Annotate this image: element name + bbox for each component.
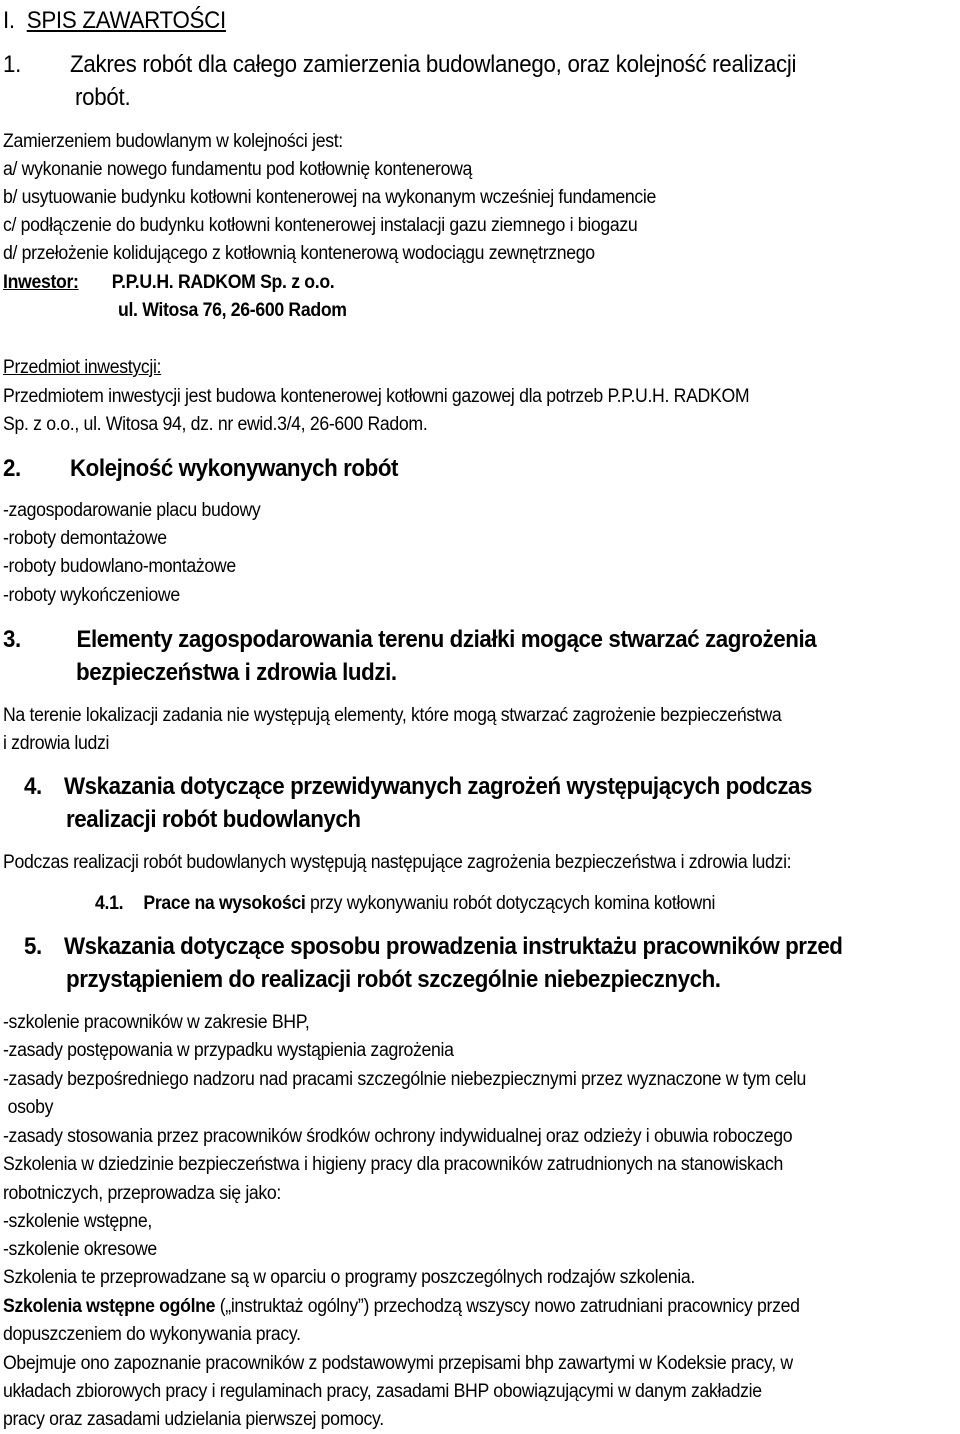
section3-title-line2: bezpieczeństwa i zdrowia ludzi. [76, 659, 397, 686]
subject-line2: Sp. z o.o., ul. Witosa 94, dz. nr ewid.3/4, 26-600 Radom. [3, 414, 428, 435]
section3-title-line1: Elementy zagospodarowania terenu działki mogące stwarzać zagrożenia [76, 626, 817, 653]
section4-title-line1: Wskazania dotyczące przewidywanych zagrożeń występujących podczas [63, 773, 813, 800]
section5-line-3: -zasady bezpośredniego nadzoru nad pracami szczególnie niebezpiecznymi przez wyznaczone w tym celu [3, 1069, 806, 1090]
section4-heading-cont [66, 805, 361, 835]
section1-heading [3, 50, 796, 80]
section5-line-8: -szkolenie wstępne, [3, 1211, 153, 1232]
subject-label: Przedmiot inwestycji: [3, 357, 162, 378]
section5-line-5: -zasady stosowania przez pracowników środków ochrony indywidualnej oraz odzieży i obuwia roboczego [3, 1126, 793, 1147]
section3-heading-cont [76, 658, 397, 688]
section5-line-10: Szkolenia te przeprowadzane są w oparciu o programy poszczególnych rodzajów szkolenia. [3, 1267, 695, 1288]
section1-title-line1: Zakres robót dla całego zamierzenia budowlanego, oraz kolejność realizacji [69, 51, 797, 78]
section5-line-6: Szkolenia w dziedzinie bezpieczeństwa i higieny pracy dla pracowników zatrudnionych na stanowiskach [3, 1154, 784, 1175]
section4-title-line2: realizacji robót budowlanych [66, 806, 361, 833]
section4-heading [24, 772, 812, 802]
section1-item-a: a/ wykonanie nowego fundamentu pod kotłownię kontenerową [3, 159, 473, 180]
section5-title-line2: przystąpieniem do realizacji robót szczególnie niebezpiecznych. [66, 966, 721, 993]
general-training-bold: Szkolenia wstępne ogólne [3, 1296, 216, 1317]
section2-number: 2. [3, 455, 21, 482]
section1-item-b: b/ usytuowanie budynku kotłowni kontenerowej na wykonanym wcześniej fundamencie [3, 187, 657, 208]
section3-heading [3, 625, 816, 655]
investor-address: ul. Witosa 76, 26-600 Radom [118, 300, 347, 321]
section5-title-line1: Wskazania dotyczące sposobu prowadzenia instruktażu pracowników przed [63, 933, 843, 960]
toc-number: I. [3, 7, 15, 34]
investor-row [3, 270, 334, 296]
subject-line1: Przedmiotem inwestycji jest budowa kontenerowej kotłowni gazowej dla potrzeb P.P.U.H. RADKOM [3, 386, 750, 407]
closing-line-1: Obejmuje ono zapoznanie pracowników z podstawowymi przepisami bhp zawartymi w Kodeksie pracy, w [3, 1353, 793, 1374]
general-training-line2: dopuszczeniem do wykonywania pracy. [3, 1324, 301, 1345]
section2-item-2: -roboty demontażowe [3, 528, 167, 549]
section1-heading-cont [75, 83, 130, 113]
section1-item-c: c/ podłączenie do budynku kotłowni kontenerowej instalacji gazu ziemnego i biogazu [3, 215, 638, 236]
section5-line-7: robotniczych, przeprowadza się jako: [3, 1183, 282, 1204]
section2-item-1: -zagospodarowanie placu budowy [3, 500, 261, 521]
toc-title: SPIS ZAWARTOŚCI [26, 7, 226, 34]
section3-text-line2: i zdrowia ludzi [3, 733, 110, 754]
section4-subitem-bold: Prace na wysokości [143, 893, 306, 914]
section3-number: 3. [3, 626, 21, 653]
toc-heading [3, 6, 226, 36]
investor-label: Inwestor: [3, 272, 79, 293]
section5-line-2: -zasady postępowania w przypadku wystąpienia zagrożenia [3, 1040, 454, 1061]
general-training-line1 [3, 1294, 800, 1320]
section5-heading [24, 932, 843, 962]
section2-heading [3, 454, 398, 484]
closing-line-3: pracy oraz zasadami udzielania pierwszej pomocy. [3, 1409, 384, 1430]
section4-intro: Podczas realizacji robót budowlanych występują następujące zagrożenia bezpieczeństwa i zdrowia ludzi: [3, 852, 792, 873]
section1-item-d: d/ przełożenie kolidującego z kotłownią kontenerową wodociągu zewnętrznego [3, 243, 595, 264]
section3-text-line1: Na terenie lokalizacji zadania nie występują elementy, które mogą stwarzać zagrożenie bezpieczeństwa [3, 705, 782, 726]
section2-title: Kolejność wykonywanych robót [69, 455, 399, 482]
section5-number: 5. [24, 933, 42, 960]
section5-heading-cont [66, 965, 721, 995]
section5-line-9: -szkolenie okresowe [3, 1239, 157, 1260]
section1-number: 1. [3, 51, 22, 78]
section1-intro: Zamierzeniem budowlanym w kolejności jest: [3, 131, 343, 152]
section4-subitem-number: 4.1. [95, 893, 124, 914]
section4-subitem [95, 891, 715, 917]
section4-number: 4. [24, 773, 42, 800]
section4-subitem-rest: przy wykonywaniu robót dotyczących komina kotłowni [305, 893, 716, 914]
investor-name: P.P.U.H. RADKOM Sp. z o.o. [111, 272, 335, 293]
general-training-rest: („instruktaż ogólny”) przechodzą wszyscy nowo zatrudniani pracownicy przed [215, 1296, 800, 1317]
section5-line-1: -szkolenie pracowników w zakresie BHP, [3, 1012, 310, 1033]
section1-title-line2: robót. [75, 84, 131, 111]
closing-line-2: układach zbiorowych pracy i regulaminach pracy, zasadami BHP obowiązującymi w danym zakładzie [3, 1381, 762, 1402]
section2-item-3: -roboty budowlano-montażowe [3, 556, 236, 577]
section2-item-4: -roboty wykończeniowe [3, 585, 180, 606]
section5-line-4: osoby [3, 1097, 54, 1118]
